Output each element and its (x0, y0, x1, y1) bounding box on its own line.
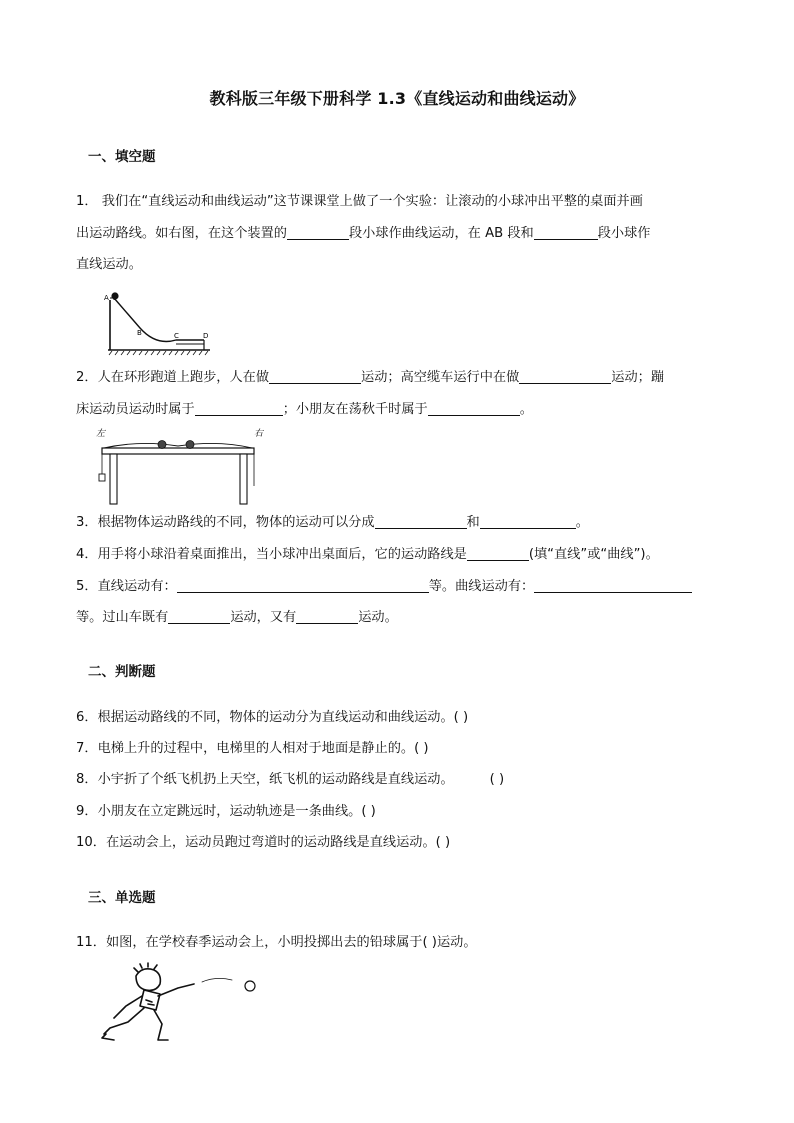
q5-text-c: 等。过山车既有 (76, 610, 169, 625)
q5-text-e: 运动。 (358, 610, 398, 625)
label-b: B (137, 329, 142, 337)
section-true-false: 二、判断题 (88, 664, 156, 680)
q7-line: 7．电梯上升的过程中，电梯里的人相对于地面是静止的。( ) (76, 741, 429, 756)
q2-text-d: 床运动员运动时属于 (76, 402, 195, 417)
q8-line (76, 771, 504, 789)
q1-text-b: 段小球作曲线运动，在 AB 段和 (349, 226, 534, 241)
q2-text-f: 。 (519, 402, 533, 417)
q3-text-a: 3．根据物体运动路线的不同，物体的运动可以分成 (76, 515, 375, 530)
table-balls-figure (90, 426, 270, 508)
q2-blank-1[interactable] (269, 369, 361, 384)
q3-text-c: 。 (575, 515, 589, 530)
page-title: 教科版三年级下册科学 1.3《直线运动和曲线运动》 (209, 89, 585, 108)
q2-text-e: ；小朋友在荡秋千时属于 (282, 402, 428, 417)
q1-line3: 直线运动。 (76, 257, 142, 272)
q2-blank-2[interactable] (519, 369, 611, 384)
q5-line2 (76, 609, 398, 627)
label-left: 左 (96, 429, 106, 439)
q1-blank-2[interactable] (534, 225, 598, 240)
slope-apparatus-figure (104, 290, 216, 356)
label-d: D (203, 332, 209, 340)
q3-text-b: 和 (466, 515, 480, 530)
q11-line: 11．如图，在学校春季运动会上，小明投掷出去的铅球属于( )运动。 (76, 935, 477, 950)
ball-left-icon (158, 441, 166, 449)
ball-icon (111, 292, 118, 299)
q2-line1 (76, 369, 664, 387)
q3-line (76, 514, 589, 532)
q1-line1: 1． 我们在“直线运动和曲线运动”这节课课堂上做了一个实验：让滚动的小球冲出平整的桌面并画 (76, 194, 643, 209)
q2-blank-4[interactable] (428, 401, 520, 416)
q5-blank-1[interactable] (177, 578, 429, 593)
q5-blank-4[interactable] (296, 609, 358, 624)
label-right: 右 (254, 429, 264, 439)
q5-text-d: 运动，又有 (230, 610, 297, 625)
q1-blank-1[interactable] (287, 225, 349, 240)
q5-text-b: 等。曲线运动有： (428, 579, 535, 594)
ball-right-icon (186, 441, 194, 449)
q4-text-a: 4．用手将小球沿着桌面推出，当小球冲出桌面后，它的运动路线是 (76, 547, 467, 562)
q2-text-b: 运动；高空缆车运行中在做 (361, 370, 520, 385)
q5-line1 (76, 578, 692, 596)
label-c: C (174, 332, 179, 340)
q1-line2 (76, 225, 650, 243)
q5-text-a: 5．直线运动有： (76, 579, 177, 594)
weight-left-icon (99, 474, 105, 481)
q10-line: 10．在运动会上，运动员跑过弯道时的运动路线是直线运动。( ) (76, 835, 451, 850)
q5-blank-3[interactable] (168, 609, 230, 624)
q6-line: 6．根据运动路线的不同，物体的运动分为直线运动和曲线运动。( ) (76, 710, 469, 725)
q4-blank-1[interactable] (467, 546, 529, 561)
q1-text-a: 出运动路线。如右图，在这个装置的 (76, 226, 287, 241)
q3-blank-1[interactable] (375, 514, 467, 529)
q8-text: 8．小宇折了个纸飞机扔上天空，纸飞机的运动路线是直线运动。 (76, 772, 454, 787)
q3-blank-2[interactable] (480, 514, 576, 529)
q8-answer-bracket[interactable]: ( ) (489, 772, 505, 787)
shot-put-ball-icon (245, 981, 255, 991)
section-single-choice: 三、单选题 (88, 890, 156, 906)
label-a: A (104, 294, 109, 302)
section-fill-blank: 一、填空题 (88, 149, 156, 165)
q2-text-a: 2．人在环形跑道上跑步，人在做 (76, 370, 270, 385)
q9-line: 9．小朋友在立定跳远时，运动轨迹是一条曲线。( ) (76, 804, 376, 819)
q4-line (76, 546, 659, 564)
q2-line2 (76, 401, 533, 419)
q2-text-c: 运动；蹦 (611, 370, 665, 385)
q1-text-c: 段小球作 (597, 226, 651, 241)
shot-put-boy-figure (98, 962, 264, 1044)
q4-text-b: (填“直线”或“曲线”)。 (528, 547, 659, 562)
q5-blank-2[interactable] (534, 578, 692, 593)
q2-blank-3[interactable] (195, 401, 283, 416)
